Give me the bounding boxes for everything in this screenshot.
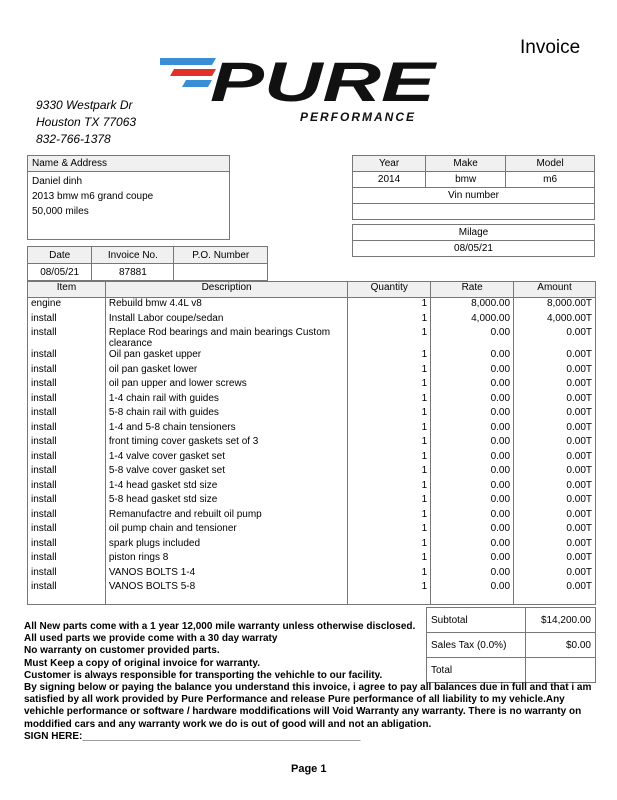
table-row [28,581,596,596]
rate-cell: 8,000.00 [431,298,514,313]
description-cell: Install Labor coupe/sedan [105,313,347,328]
table-row [28,364,596,379]
model-value: m6 [506,172,595,188]
table-row [28,538,596,553]
sign-here-line[interactable]: SIGN HERE:__________________________________________________ [24,730,361,742]
rate-cell: 0.00 [431,494,514,509]
invoice-no-header: Invoice No. [92,247,174,264]
tax-value: $0.00 [526,633,596,658]
amount-cell: 0.00T [514,422,596,437]
make-header: Make [426,156,506,172]
amount-cell: 0.00T [514,480,596,495]
rate-cell: 0.00 [431,538,514,553]
quantity-cell: 1 [348,552,431,567]
table-row [28,407,596,422]
company-logo [160,55,440,127]
vehicle-table [352,155,595,257]
table-row [28,327,596,349]
page-number: Page 1 [291,763,327,775]
terms-text [24,621,604,743]
amount-cell: 0.00T [514,407,596,422]
amount-cell: 0.00T [514,378,596,393]
description-cell: 5-8 valve cover gasket set [105,465,347,480]
item-cell: install [28,378,106,393]
rate-cell: 0.00 [431,407,514,422]
quantity-cell: 1 [348,567,431,582]
item-cell: install [28,523,106,538]
vin-value [353,204,595,220]
amount-cell: 0.00T [514,523,596,538]
amount-cell: 0.00T [514,393,596,408]
item-cell: install [28,349,106,364]
item-cell: install [28,451,106,466]
rate-column-header: Rate [431,282,514,298]
quantity-cell: 1 [348,407,431,422]
subtotal-label: Subtotal [427,608,526,633]
item-cell: install [28,494,106,509]
table-row [28,567,596,582]
table-row [28,378,596,393]
terms-line: All used parts we provide come with a 30 day warraty [24,633,278,645]
rate-cell: 4,000.00 [431,313,514,328]
description-cell: Rebuild bmw 4.4L v8 [105,298,347,313]
item-cell: engine [28,298,106,313]
description-cell: 1-4 chain rail with guides [105,393,347,408]
item-cell: install [28,436,106,451]
rate-cell: 0.00 [431,509,514,524]
quantity-cell: 1 [348,298,431,313]
table-row [28,313,596,328]
table-row [28,436,596,451]
table-row [28,465,596,480]
description-column-header: Description [105,282,347,298]
item-cell: install [28,480,106,495]
tax-label: Sales Tax (0.0%) [427,633,526,658]
logo-tagline: PERFORMANCE [300,110,417,124]
item-cell: install [28,538,106,553]
item-cell: install [28,364,106,379]
quantity-cell: 1 [348,480,431,495]
document-title: Invoice [520,37,581,58]
model-header: Model [506,156,595,172]
amount-cell: 0.00T [514,349,596,364]
date-header: Date [28,247,92,264]
logo-word: PURE [210,55,438,113]
description-cell: 1-4 valve cover gasket set [105,451,347,466]
vin-label: Vin number [353,188,595,204]
table-row [28,480,596,495]
amount-cell: 0.00T [514,552,596,567]
year-value: 2014 [353,172,426,188]
rate-cell: 0.00 [431,327,514,349]
rate-cell: 0.00 [431,393,514,408]
milage-value: 08/05/21 [353,241,595,257]
customer-mileage: 50,000 miles [32,206,89,217]
year-header: Year [353,156,426,172]
rate-cell: 0.00 [431,480,514,495]
terms-line: By signing below or paying the balance you understand this invoice, i agree to pay all balances due in full and that i am satisfied by all work provided by Pure Performance and release Pure performance of all liability to my vehicle.Any vehichle performance or software / hardware moddifications will Void Warranty any warranty. There is no warranty on moddified cars and any warranty work we do is out of good will and not an abligation. [24,682,592,730]
item-cell: install [28,422,106,437]
terms-line: All New parts come with a 1 year 12,000 mile warranty unless otherwise disclosed. [24,621,416,632]
item-cell: install [28,313,106,328]
item-cell: install [28,552,106,567]
rate-cell: 0.00 [431,581,514,596]
rate-cell: 0.00 [431,523,514,538]
amount-cell: 0.00T [514,567,596,582]
quantity-cell: 1 [348,465,431,480]
quantity-cell: 1 [348,422,431,437]
terms-line: Must Keep a copy of original invoice for warranty. [24,657,260,669]
invoice-meta-table [27,246,268,281]
table-row [28,523,596,538]
description-cell: Replace Rod bearings and main bearings Custom clearance [105,327,347,349]
table-row [28,552,596,567]
table-row [28,422,596,437]
rate-cell: 0.00 [431,465,514,480]
quantity-cell: 1 [348,538,431,553]
quantity-cell: 1 [348,378,431,393]
terms-line: No warranty on customer provided parts. [24,645,220,657]
quantity-cell: 1 [348,393,431,408]
po-number-header: P.O. Number [174,247,268,264]
description-cell: 5-8 head gasket std size [105,494,347,509]
amount-column-header: Amount [514,282,596,298]
description-cell: spark plugs included [105,538,347,553]
quantity-cell: 1 [348,313,431,328]
rate-cell: 0.00 [431,422,514,437]
description-cell: Remanufactre and rebuilt oil pump [105,509,347,524]
rate-cell: 0.00 [431,378,514,393]
amount-cell: 0.00T [514,538,596,553]
description-cell: 1-4 and 5-8 chain tensioners [105,422,347,437]
description-cell: oil pan gasket lower [105,364,347,379]
amount-cell: 4,000.00T [514,313,596,328]
description-cell: 5-8 chain rail with guides [105,407,347,422]
rate-cell: 0.00 [431,552,514,567]
description-cell: Oil pan gasket upper [105,349,347,364]
address-line: 832-766-1378 [36,132,111,146]
amount-cell: 0.00T [514,465,596,480]
quantity-cell: 1 [348,327,431,349]
table-filler-row [28,596,596,605]
amount-cell: 0.00T [514,581,596,596]
description-cell: piston rings 8 [105,552,347,567]
make-value: bmw [426,172,506,188]
item-cell: install [28,465,106,480]
description-cell: VANOS BOLTS 1-4 [105,567,347,582]
item-cell: install [28,393,106,408]
quantity-cell: 1 [348,364,431,379]
amount-cell: 0.00T [514,327,596,349]
item-cell: install [28,327,106,349]
description-cell: oil pump chain and tensioner [105,523,347,538]
name-address-box [27,155,230,240]
description-cell: VANOS BOLTS 5-8 [105,581,347,596]
amount-cell: 0.00T [514,509,596,524]
quantity-column-header: Quantity [348,282,431,298]
table-row [28,393,596,408]
amount-cell: 0.00T [514,451,596,466]
terms-line: Customer is always responsible for transporting the vehichle to our facility. [24,669,383,681]
company-address [36,97,136,148]
table-row [28,349,596,364]
quantity-cell: 1 [348,523,431,538]
quantity-cell: 1 [348,581,431,596]
item-column-header: Item [28,282,106,298]
description-cell: oil pan upper and lower screws [105,378,347,393]
amount-cell: 0.00T [514,494,596,509]
amount-cell: 0.00T [514,364,596,379]
item-cell: install [28,567,106,582]
milage-label: Milage [353,225,595,241]
name-address-header: Name & Address [28,156,229,172]
rate-cell: 0.00 [431,436,514,451]
invoice-no-value: 87881 [92,264,174,281]
table-row [28,509,596,524]
subtotal-value: $14,200.00 [526,608,596,633]
quantity-cell: 1 [348,451,431,466]
description-cell: front timing cover gaskets set of 3 [105,436,347,451]
table-row [28,494,596,509]
table-row [28,298,596,313]
items-table [27,281,596,605]
quantity-cell: 1 [348,494,431,509]
quantity-cell: 1 [348,436,431,451]
date-value: 08/05/21 [28,264,92,281]
rate-cell: 0.00 [431,451,514,466]
quantity-cell: 1 [348,349,431,364]
customer-name: Daniel dinh [32,176,83,187]
rate-cell: 0.00 [431,349,514,364]
item-cell: install [28,581,106,596]
total-label: Total [427,658,526,683]
amount-cell: 8,000.00T [514,298,596,313]
description-cell: 1-4 head gasket std size [105,480,347,495]
po-number-value [174,264,268,281]
address-line: Houston TX 77063 [36,115,137,129]
rate-cell: 0.00 [431,567,514,582]
customer-vehicle: 2013 bmw m6 grand coupe [32,191,154,202]
amount-cell: 0.00T [514,436,596,451]
rate-cell: 0.00 [431,364,514,379]
item-cell: install [28,407,106,422]
quantity-cell: 1 [348,509,431,524]
table-row [28,451,596,466]
item-cell: install [28,509,106,524]
address-line: 9330 Westpark Dr [36,98,133,112]
